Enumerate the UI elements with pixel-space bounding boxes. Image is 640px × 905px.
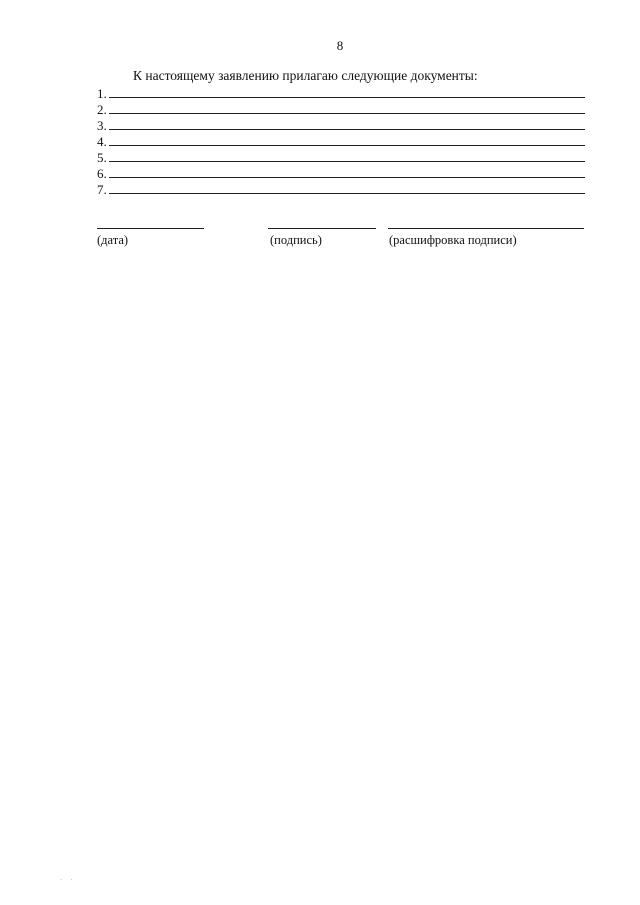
attachments-list [97, 85, 585, 197]
date-label: (дата) [97, 233, 129, 247]
document-entry-field[interactable] [109, 113, 585, 114]
scan-artifact: · · [60, 876, 76, 884]
item-number: 4. [97, 134, 107, 149]
item-number: 2. [97, 102, 107, 117]
document-entry-field[interactable] [109, 97, 585, 98]
list-item [97, 101, 585, 117]
list-item [97, 117, 585, 133]
item-number: 1. [97, 86, 107, 101]
document-entry-field[interactable] [109, 177, 585, 178]
item-number: 5. [97, 150, 107, 165]
document-entry-field[interactable] [109, 161, 585, 162]
signature-decoding-label: (расшифровка подписи) [389, 233, 517, 247]
item-number: 6. [97, 166, 107, 181]
date-field[interactable] [97, 228, 204, 229]
list-item [97, 181, 585, 197]
signature-decoding-field[interactable] [388, 228, 584, 229]
attachments-intro: К настоящему заявлению прилагаю следующие документы: [133, 68, 478, 83]
page-number: 8 [336, 38, 344, 53]
document-entry-field[interactable] [109, 145, 585, 146]
item-number: 7. [97, 182, 107, 197]
document-entry-field[interactable] [109, 129, 585, 130]
list-item [97, 133, 585, 149]
signature-label: (подпись) [270, 233, 322, 247]
item-number: 3. [97, 118, 107, 133]
list-item [97, 85, 585, 101]
list-item [97, 149, 585, 165]
document-entry-field[interactable] [109, 193, 585, 194]
list-item [97, 165, 585, 181]
signature-field[interactable] [268, 228, 376, 229]
